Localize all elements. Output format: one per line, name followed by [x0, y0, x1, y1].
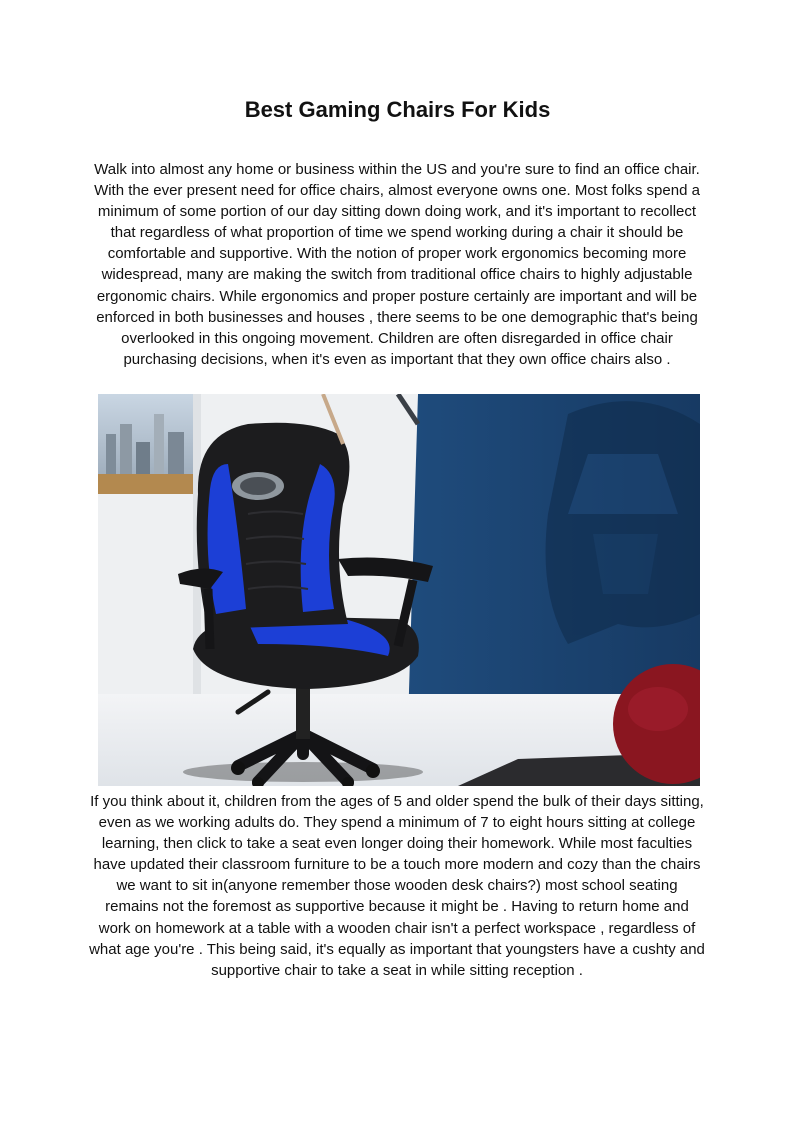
intro-paragraph: Walk into almost any home or business within the US and you're sure to find an office chair. With the ever present need for office chairs, almost everyone owns one. Most folks spend a minimum of some portion of our day sitting down doing work, and it's important to recollect that regardless of what proportion of time we spend working during a chair it should be comfortable and supportive. With the notion of proper work ergonomics becoming more widespread, many are making the switch from traditional office chairs to highly adjustable ergonomic chairs. While ergonomics and proper posture certainly are important and will be enforced in both businesses and houses , there seems to be one demographic that's being overlooked in this ongoing movement. Children are often disregarded in office chair purchasing decisions, when it's even as important that they own office chairs also .: [94, 161, 700, 368]
gaming-chair-photo: [98, 394, 700, 786]
wall-helmet-mural: [546, 401, 701, 644]
body-paragraph: If you think about it, children from the ages of 5 and older spend the bulk of their days sitting, even as we working adults do. They spend a minimum of 7 to eight hours sitting at college learning, then click to take a seat even longer doing their homework. While most faculties have updated their classroom furniture to be a touch more modern and cozy than the chairs we want to sit in(anyone remember those wooden desk chairs?) most school seating remains not the foremost as supportive because it might be . Having to return home and work on homework at a table with a wooden chair isn't a perfect workspace , regardless of what age you're . This being said, it's equally as important that youngsters have a cushty and supportive chair to take a seat in while sitting reception .: [89, 793, 705, 979]
page-title: Best Gaming Chairs For Kids: [244, 97, 551, 122]
